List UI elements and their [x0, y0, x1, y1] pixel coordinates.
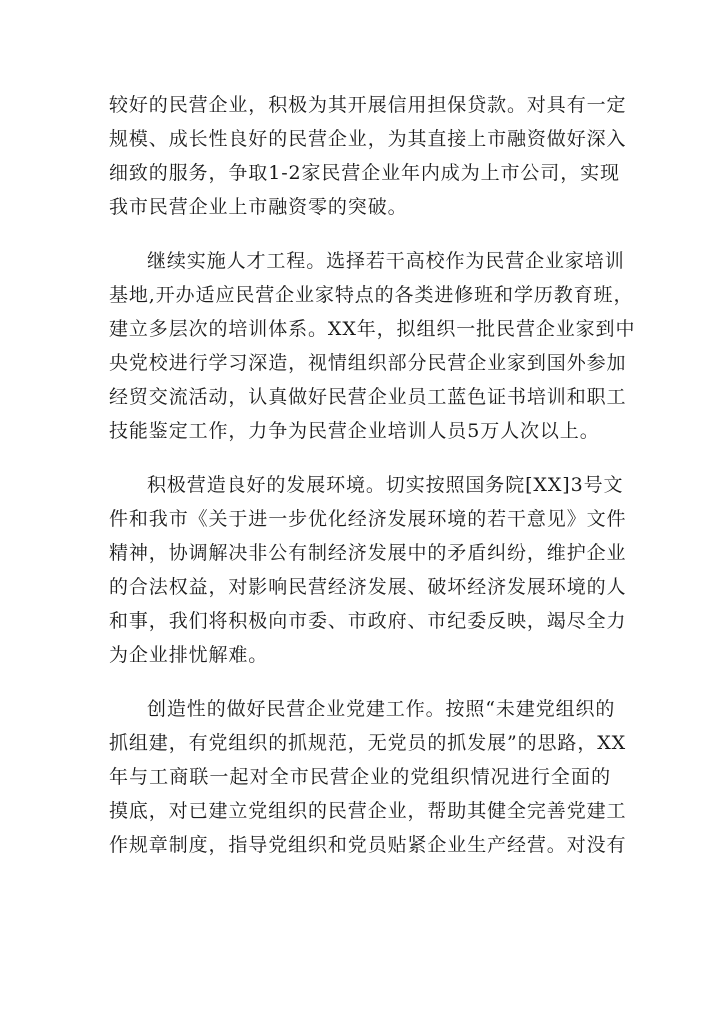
paragraph-talent: [109, 244, 636, 448]
text-line: 抓组建，有党组织的抓规范，无党员的抓发展”的思路，XX: [109, 732, 627, 754]
text-line: 技能鉴定工作，力争为民营企业培训人员5万人次以上。: [109, 420, 600, 442]
text-line: 建立多层次的培训体系。XX年，拟组织一批民营企业家到中: [109, 318, 636, 340]
text-line: 件和我市《关于进一步优化经济发展环境的若干意见》文件: [109, 508, 627, 530]
text-line: 积极营造良好的发展环境。切实按照国务院[XX]3号文: [147, 474, 624, 496]
text-line: 规模、成长性良好的民营企业，为其直接上市融资做好深入: [109, 128, 627, 150]
text-line: 我市民营企业上市融资零的突破。: [109, 196, 408, 218]
paragraph-environment: [109, 468, 627, 672]
text-line: 基地,开办适应民营企业家特点的各类进修班和学历教育班，: [109, 284, 634, 306]
text-line: 摸底，对已建立党组织的民营企业，帮助其健全完善党建工: [109, 800, 627, 822]
text-line: 经贸交流活动，认真做好民营企业员工蓝色证书培训和职工: [109, 386, 627, 408]
text-line: 创造性的做好民营企业党建工作。按照“未建党组织的: [147, 698, 616, 720]
text-line: 精神，协调解决非公有制经济发展中的矛盾纠纷，维护企业: [109, 542, 627, 564]
text-line: 和事，我们将积极向市委、市政府、市纪委反映，竭尽全力: [109, 610, 627, 632]
text-line: 细致的服务，争取1-2家民营企业年内成为上市公司，实现: [109, 162, 620, 184]
text-line: 的合法权益，对影响民营经济发展、破坏经济发展环境的人: [109, 576, 627, 598]
text-line: 较好的民营企业，积极为其开展信用担保贷款。对具有一定: [109, 94, 627, 116]
text-line: 作规章制度，指导党组织和党员贴紧企业生产经营。对没有: [109, 834, 627, 856]
text-line: 年与工商联一起对全市民营企业的党组织情况进行全面的: [109, 766, 611, 788]
text-line: 为企业排忧解难。: [109, 644, 269, 666]
paragraph-financing: [109, 88, 627, 224]
paragraph-party-building: [109, 692, 627, 862]
body-text: [109, 88, 636, 882]
text-line: 央党校进行学习深造，视情组织部分民营企业家到国外参加: [109, 352, 627, 374]
text-line: 继续实施人才工程。选择若干高校作为民营企业家培训: [147, 250, 625, 272]
